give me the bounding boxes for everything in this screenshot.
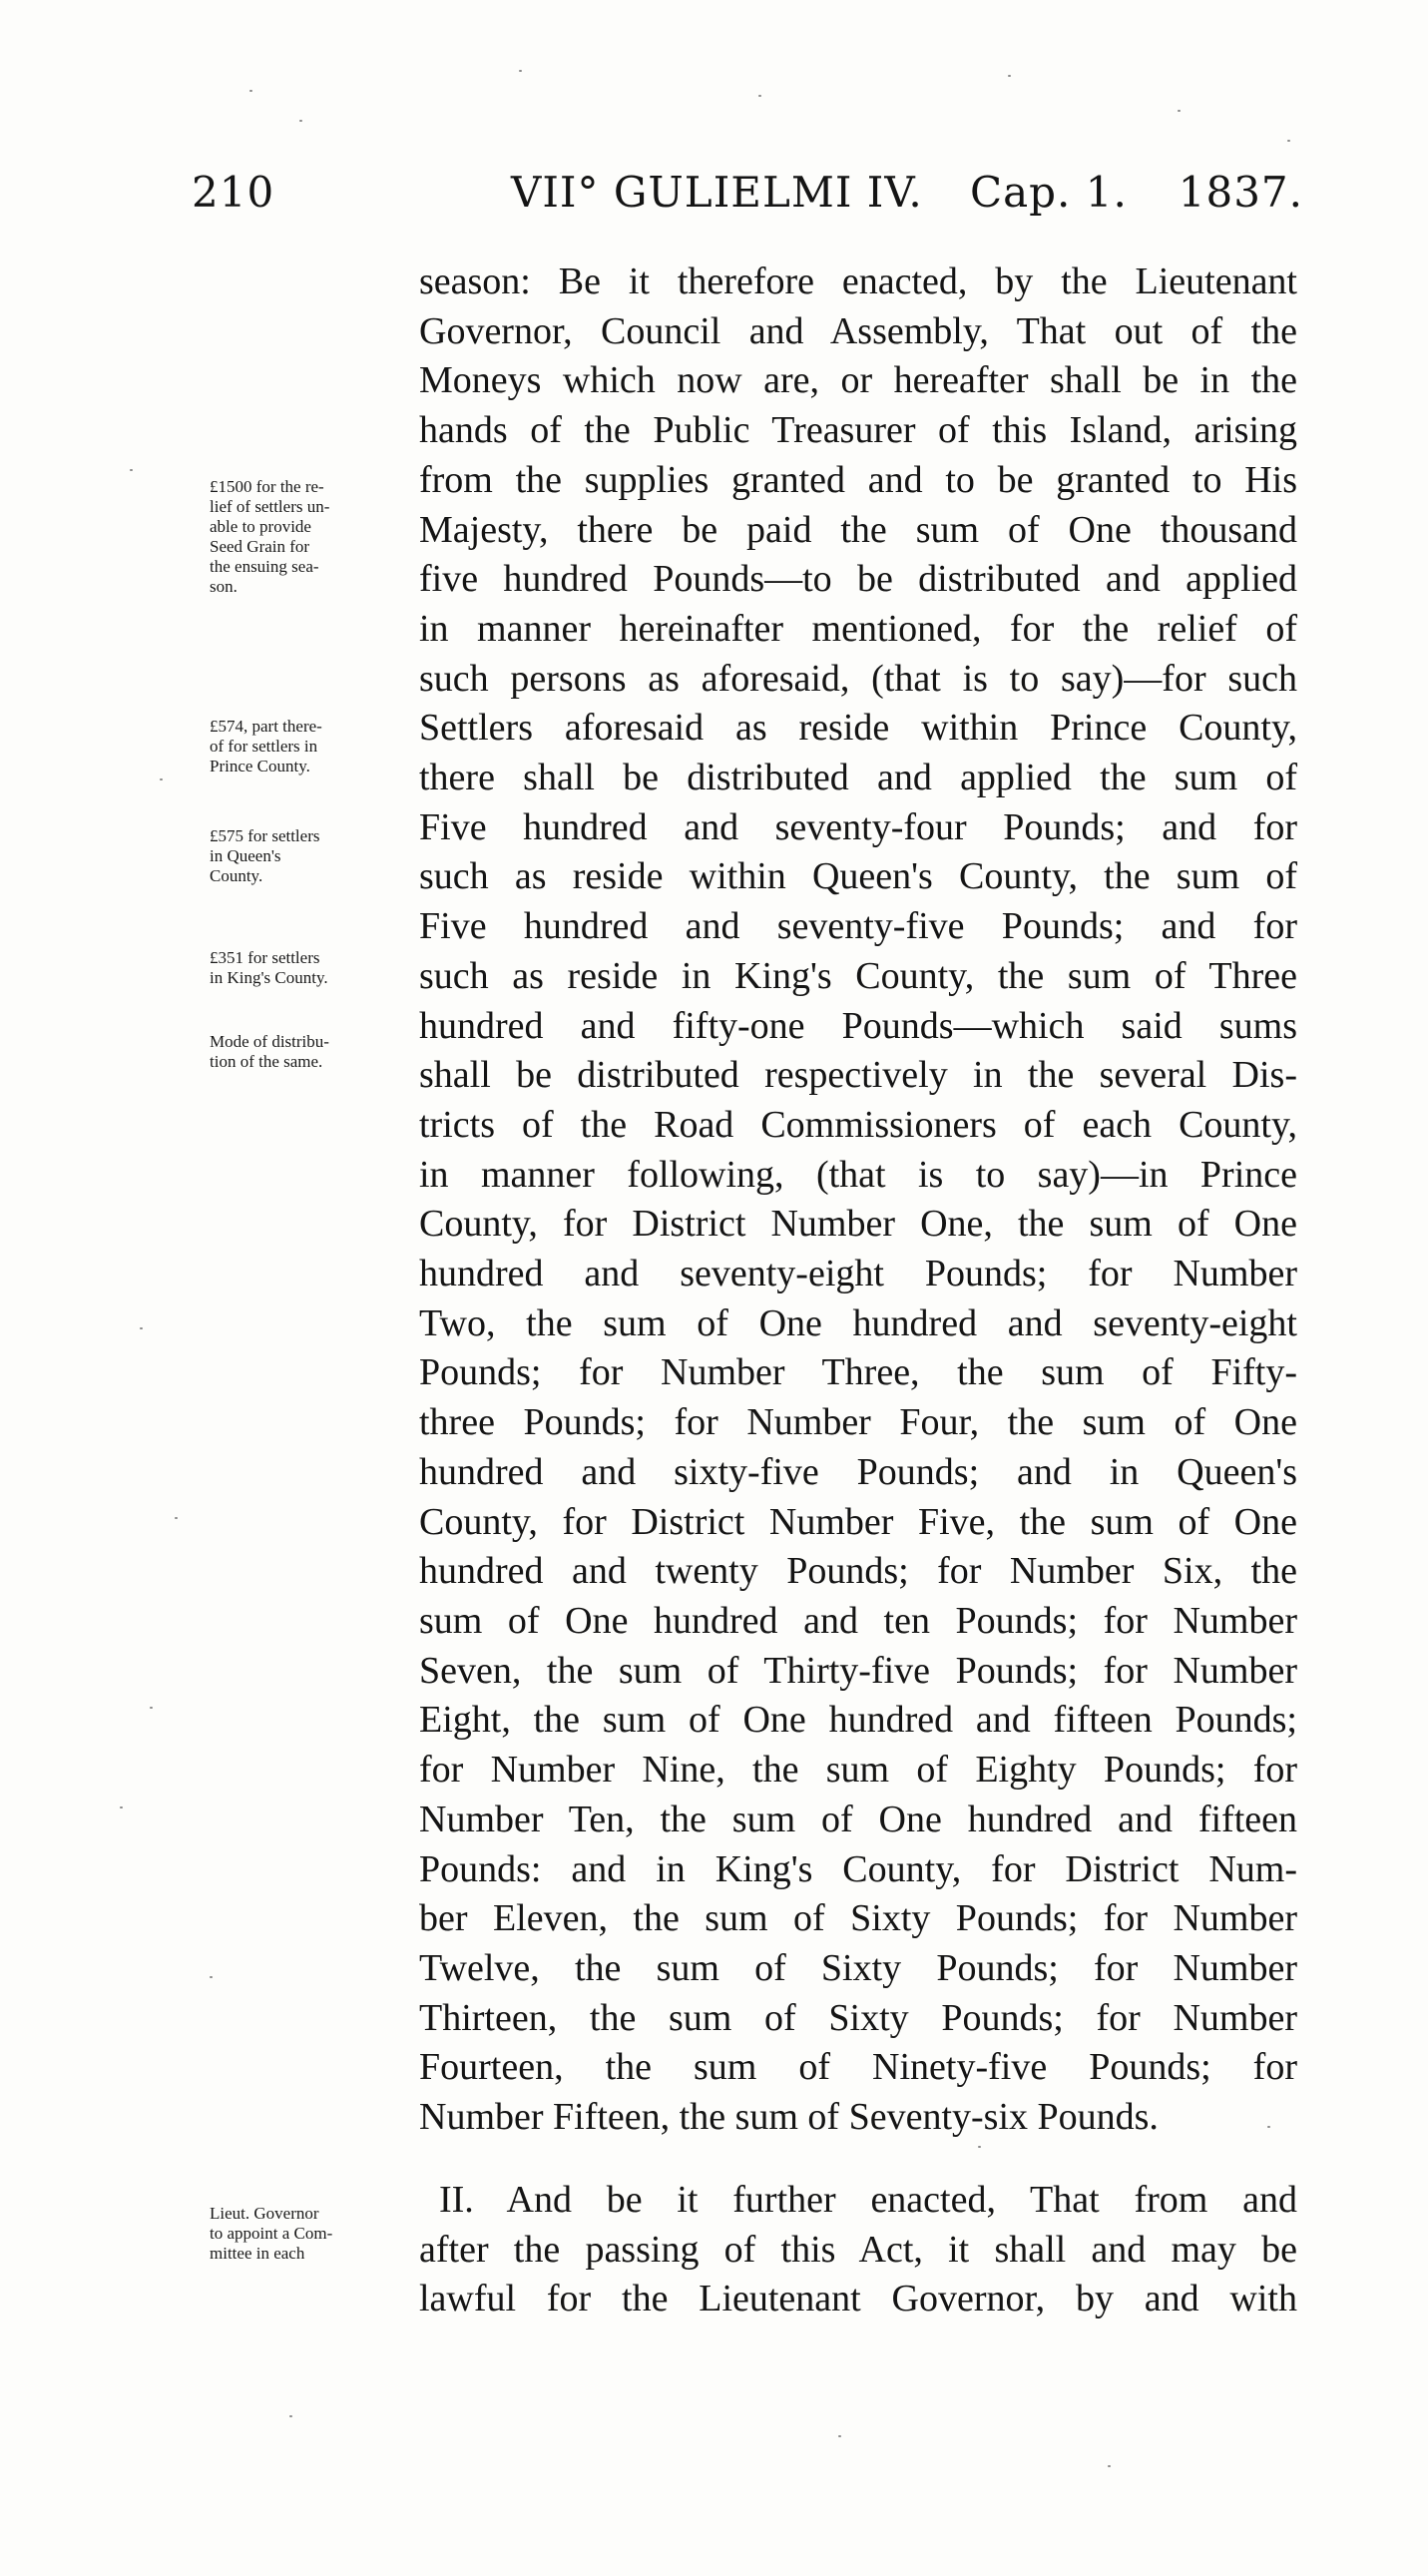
speck <box>289 2415 292 2417</box>
text-line: hundred and seventy-eight Pounds; for Number <box>419 1253 1297 1295</box>
speck <box>150 1707 153 1709</box>
text-line: such as reside in King's County, the sum of Three <box>419 954 1297 997</box>
text-line: season: Be it therefore enacted, by the Lieutenant <box>419 260 1297 302</box>
text-line: in manner hereinafter mentioned, for the relief of <box>419 607 1297 650</box>
speck <box>210 1976 213 1978</box>
margin-note-line: Mode of distribu- <box>210 1032 329 1051</box>
text-line: Five hundred and seventy-four Pounds; and for <box>419 805 1297 848</box>
text-line: Majesty, there be paid the sum of One thousand <box>419 508 1297 551</box>
margin-note-line: £1500 for the re- <box>210 477 324 496</box>
text-line: such as reside within Queen's County, the sum of <box>419 855 1297 898</box>
text-line: Pounds; for Number Three, the sum of Fifty- <box>419 1351 1297 1394</box>
speck <box>758 95 761 97</box>
text-line: Moneys which now are, or hereafter shall be in the <box>419 359 1297 402</box>
margin-note-line: the ensuing sea- <box>210 557 319 576</box>
section-2-text <box>419 2176 1297 2324</box>
text-line: three Pounds; for Number Four, the sum of One <box>419 1401 1297 1444</box>
margin-note-574-prince <box>210 717 409 776</box>
speck <box>519 70 522 72</box>
speck <box>1178 110 1181 112</box>
text-line: Eight, the sum of One hundred and fifteen Pounds; <box>419 1699 1297 1742</box>
speck <box>130 469 133 471</box>
margin-note-line: £351 for settlers <box>210 948 320 967</box>
margin-note-line: able to provide <box>210 517 311 536</box>
text-line: there shall be distributed and applied the sum of <box>419 757 1297 799</box>
text-line: Fourteen, the sum of Ninety-five Pounds; for <box>419 2046 1297 2089</box>
running-header <box>192 168 1303 228</box>
speck <box>299 120 302 122</box>
margin-note-line: Seed Grain for <box>210 537 310 556</box>
text-line: from the supplies granted and to be granted to His <box>419 458 1297 501</box>
text-line: Pounds: and in King's County, for District Num- <box>419 1847 1297 1890</box>
margin-note-line: lief of settlers un- <box>210 497 330 516</box>
text-line: Settlers aforesaid as reside within Prince County, <box>419 707 1297 750</box>
text-line: County, for District Number One, the sum of One <box>419 1203 1297 1246</box>
margin-note-line: Prince County. <box>210 757 310 775</box>
text-line: hundred and twenty Pounds; for Number Six, the <box>419 1550 1297 1593</box>
year: 1837. <box>1178 168 1303 217</box>
text-line: lawful for the Lieutenant Governor, by and with <box>419 2278 1297 2320</box>
margin-note-line: tion of the same. <box>210 1052 323 1071</box>
text-line: Twelve, the sum of Sixty Pounds; for Number <box>419 1946 1297 1989</box>
text-line: Two, the sum of One hundred and seventy-eight <box>419 1301 1297 1344</box>
text-line: hands of the Public Treasurer of this Island, arising <box>419 409 1297 452</box>
speck <box>175 1517 178 1519</box>
margin-note-line: £574, part there- <box>210 717 322 736</box>
text-line: ber Eleven, the sum of Sixty Pounds; for Number <box>419 1897 1297 1940</box>
margin-note-line: in Queen's <box>210 846 281 865</box>
page-number: 210 <box>192 168 275 217</box>
speck <box>1008 75 1011 77</box>
text-line: Seven, the sum of Thirty-five Pounds; for Number <box>419 1649 1297 1692</box>
speck <box>120 1806 123 1808</box>
margin-note-line: to appoint a Com- <box>210 2224 333 2243</box>
speck <box>1108 2465 1111 2467</box>
margin-note-line: in King's County. <box>210 968 328 987</box>
margin-note-line: £575 for settlers <box>210 826 320 845</box>
text-line: sum of One hundred and ten Pounds; for Number <box>419 1599 1297 1642</box>
margin-note-575-queens <box>210 826 409 886</box>
text-line: such persons as aforesaid, (that is to say)—for such <box>419 657 1297 700</box>
text-line: tricts of the Road Commissioners of each County, <box>419 1103 1297 1146</box>
speck <box>140 1327 143 1329</box>
speck <box>249 90 252 92</box>
text-line: five hundred Pounds—to be distributed and applied <box>419 558 1297 601</box>
text-line: Five hundred and seventy-five Pounds; and for <box>419 905 1297 948</box>
margin-note-351-kings <box>210 948 409 988</box>
text-line: County, for District Number Five, the sum of One <box>419 1500 1297 1543</box>
speck <box>838 2435 841 2437</box>
text-line: Number Ten, the sum of One hundred and fifteen <box>419 1798 1297 1840</box>
text-line: hundred and sixty-five Pounds; and in Queen's <box>419 1450 1297 1493</box>
act-title: VII° GULIELMI IV. <box>511 168 923 217</box>
margin-note-1500-relief <box>210 477 409 597</box>
margin-note-mode-of-distribution <box>210 1032 409 1072</box>
text-line: Number Fifteen, the sum of Seventy-six Pounds. <box>419 2096 1159 2139</box>
text-line: II. And be it further enacted, That from and <box>439 2179 1297 2221</box>
text-line: hundred and fifty-one Pounds—which said sums <box>419 1004 1297 1047</box>
text-line: for Number Nine, the sum of Eighty Pounds; for <box>419 1749 1297 1792</box>
margin-note-line: son. <box>210 577 238 596</box>
speck <box>160 778 163 780</box>
margin-note-line: of for settlers in <box>210 737 318 756</box>
margin-note-line: Lieut. Governor <box>210 2204 319 2223</box>
margin-note-lieut-governor <box>210 2204 409 2264</box>
text-line: Governor, Council and Assembly, That out of the <box>419 309 1297 352</box>
margin-note-line: County. <box>210 866 263 885</box>
chapter-number: Cap. 1. <box>970 168 1128 217</box>
speck <box>1287 140 1290 142</box>
speck <box>978 2146 981 2148</box>
text-line: shall be distributed respectively in the several Dis- <box>419 1054 1297 1097</box>
text-line: Thirteen, the sum of Sixty Pounds; for Number <box>419 1996 1297 2039</box>
text-line: in manner following, (that is to say)—in Prince <box>419 1153 1297 1196</box>
speck <box>1267 2126 1270 2128</box>
text-line: after the passing of this Act, it shall and may be <box>419 2228 1297 2271</box>
section-1-text <box>419 258 1297 2143</box>
margin-note-line: mittee in each <box>210 2244 305 2263</box>
